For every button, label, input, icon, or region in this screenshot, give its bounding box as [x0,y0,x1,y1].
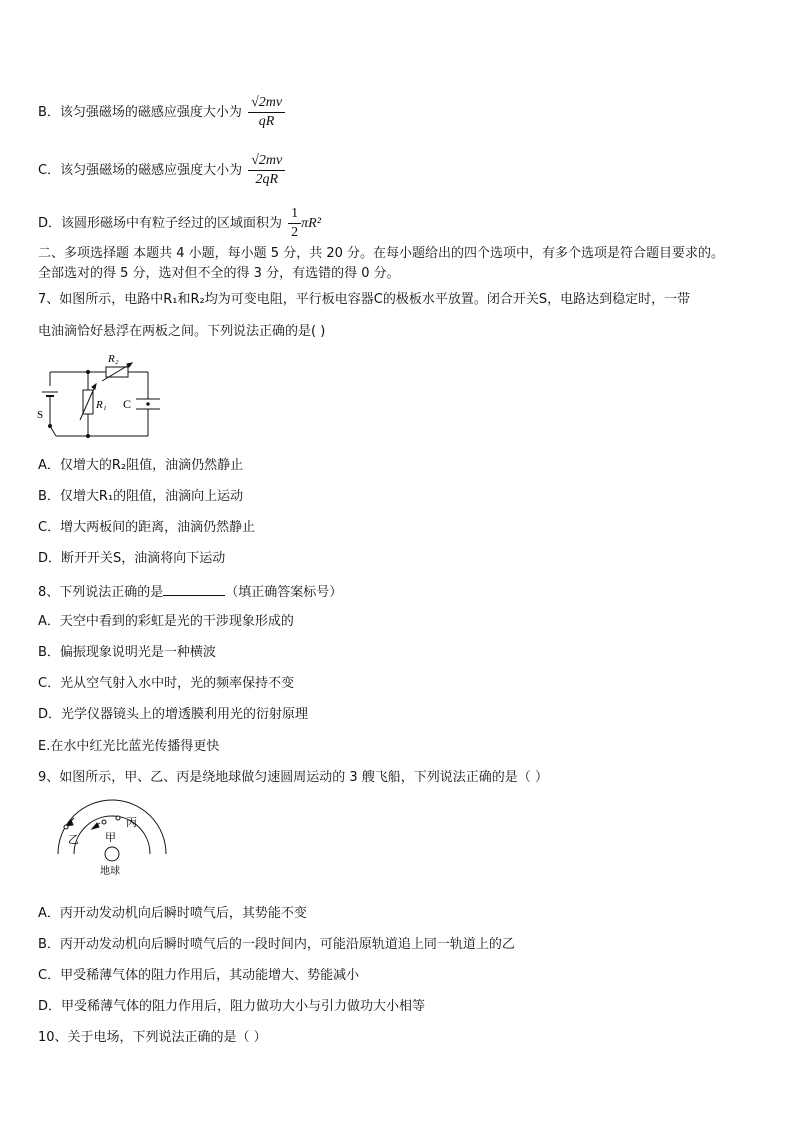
q7-stem-line2: 电油滴恰好悬浮在两板之间。下列说法正确的是( ) [38,324,326,339]
q7-option-d: D．断开开关S，油滴将向下运动 [38,551,226,566]
q6-option-d-numerator: 1 [288,205,301,224]
q7-option-b: B．仅增大R₁的阻值，油滴向上运动 [38,489,244,504]
q6-option-b-numerator: 2mv [258,95,283,110]
q9-orbit-diagram [52,796,172,878]
q6-option-d [38,205,321,242]
q8-stem-a: 8、下列说法正确的是 [38,585,164,600]
q8-option-e: E.在水中红光比蓝光传播得更快 [38,739,220,754]
orbit-label-jia: 甲 [105,832,116,844]
q10-stem: 10、关于电场，下列说法正确的是（ ） [38,1030,267,1045]
q8-stem [38,583,342,601]
section2-line2: 全部选对的得 5 分，选对但不全的得 3 分，有选错的得 0 分。 [38,266,400,281]
q9-option-c: C．甲受稀薄气体的阻力作用后，其动能增大、势能减小 [38,968,360,983]
q7-stem-line1: 7、如图所示，电路中R₁和R₂均为可变电阻，平行板电容器C的极板水平放置。闭合开关S，电路达到稳定时，一带 [38,292,691,307]
r1-label: R₁ [96,399,107,411]
answer-blank [163,583,225,596]
q8-option-b: B．偏振现象说明光是一种横波 [38,645,216,660]
q8-option-c: C．光从空气射入水中时，光的频率保持不变 [38,676,295,691]
q7-circuit-diagram [36,350,166,442]
q6-option-c-fraction [248,152,285,189]
q9-stem: 9、如图所示，甲、乙、丙是绕地球做匀速圆周运动的 3 艘飞船，下列说法正确的是（ ） [38,770,548,785]
q8-option-a: A．天空中看到的彩虹是光的干涉现象形成的 [38,614,294,629]
q9-option-a: A．丙开动发动机向后瞬时喷气后，其势能不变 [38,906,307,921]
q6-option-d-fraction [288,205,301,242]
q6-option-c-denominator: 2qR [255,172,278,187]
earth-label: 地球 [100,866,120,877]
r2-label: R₂ [108,353,119,365]
sqrt-symbol: √ [251,153,259,168]
q6-option-b-text: B．该匀强磁场的磁感应强度大小为 [38,105,242,120]
q6-option-d-denominator: 2 [291,225,299,240]
capacitor-label: C [123,397,132,411]
q6-option-d-tail: πR² [301,216,321,231]
q8-option-d: D．光学仪器镜头上的增透膜利用光的衍射原理 [38,707,309,722]
section2-line1: 二、多项选择题 本题共 4 小题，每小题 5 分，共 20 分。在每小题给出的四个选项中，有多个选项是符合题目要求的。 [38,246,725,261]
q9-option-b: B．丙开动发动机向后瞬时喷气后的一段时间内，可能沿原轨道追上同一轨道上的乙 [38,937,515,952]
q6-option-b [38,94,285,131]
q7-option-c: C．增大两板间的距离，油滴仍然静止 [38,520,256,535]
orbit-label-bing: 丙 [126,817,137,829]
q7-option-a: A．仅增大的R₂阻值，油滴仍然静止 [38,458,244,473]
q6-option-c [38,152,285,189]
q9-option-d: D．甲受稀薄气体的阻力作用后，阻力做功大小与引力做功大小相等 [38,999,426,1014]
q6-option-b-fraction [248,94,285,131]
q6-option-b-denominator: qR [258,114,275,129]
orbit-label-yi: 乙 [68,834,79,846]
q6-option-d-text: D．该圆形磁场中有粒子经过的区域面积为 [38,216,283,231]
switch-label: S [37,409,44,421]
q6-option-c-text: C．该匀强磁场的磁感应强度大小为 [38,163,243,178]
q8-stem-b: （填正确答案标号） [225,585,343,600]
sqrt-symbol: √ [251,95,259,110]
q6-option-c-numerator: 2mv [258,153,283,168]
